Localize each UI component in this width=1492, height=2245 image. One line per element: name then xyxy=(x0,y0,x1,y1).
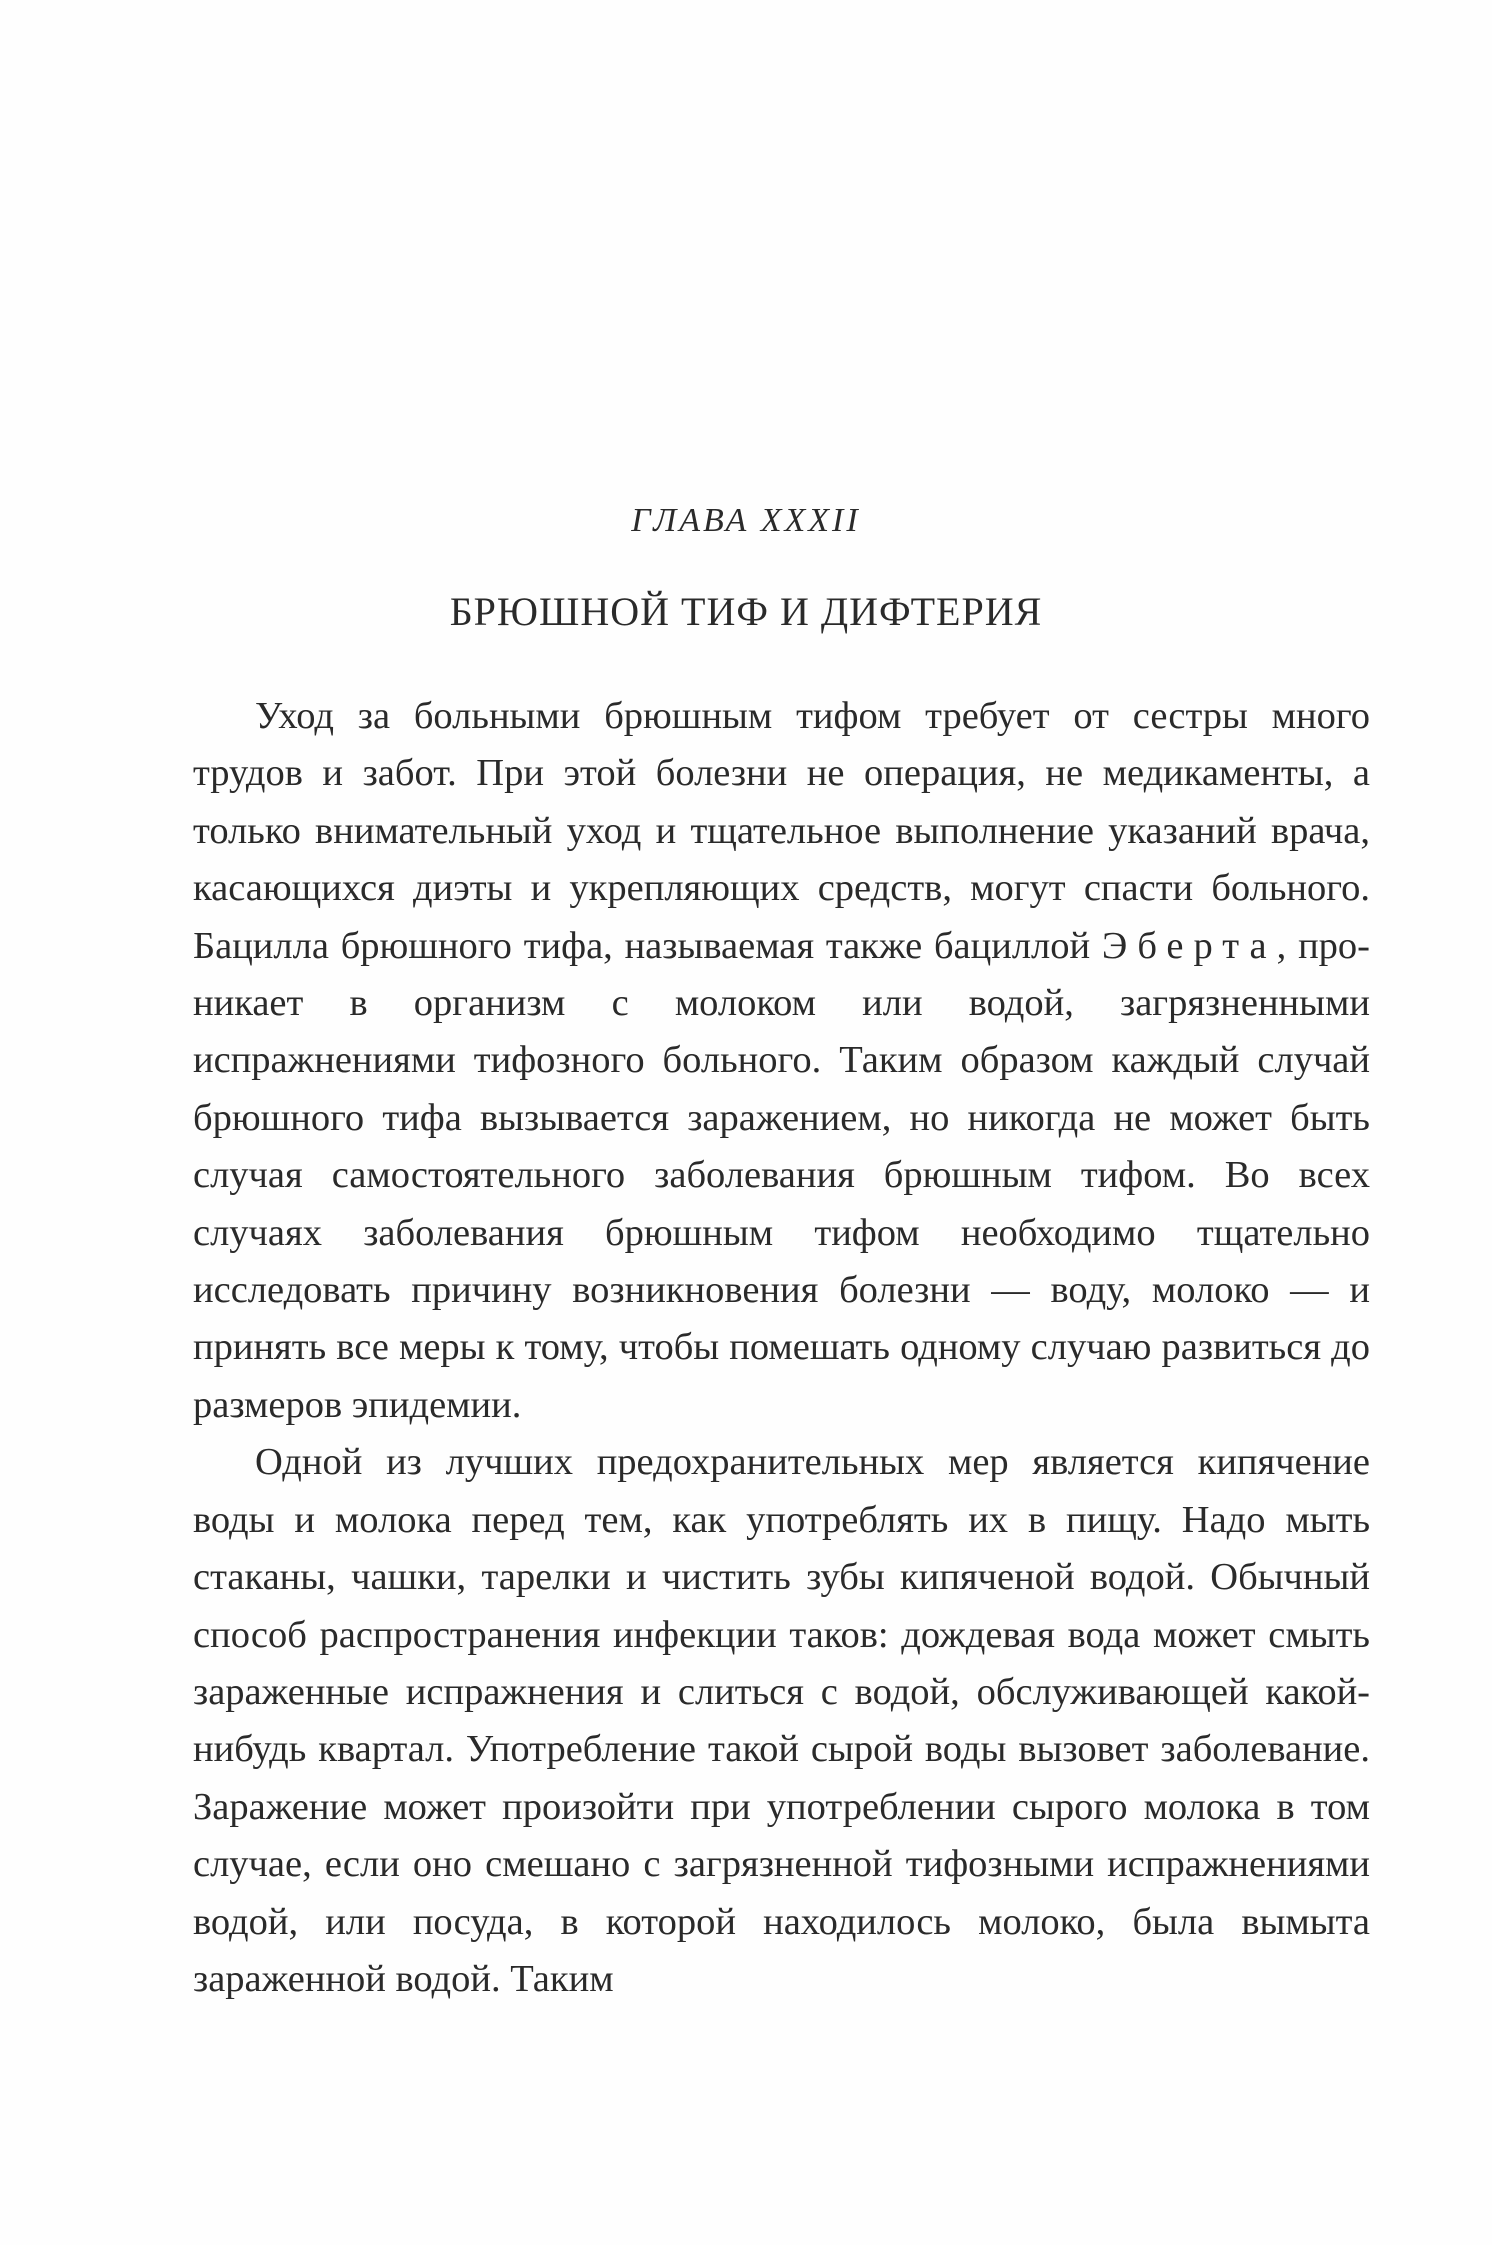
spaced-name-eberta: Эберта xyxy=(1101,924,1277,967)
paragraph-2: Одной из лучших предохранительных мер является кипячение воды и молока перед тем, как употреблять их в пищу. Надо мыть стаканы, чашки, тарелки и чистить зубы кипяченой водой. Обычный способ распространения инфекции таков: дождевая вода может смыть зараженные испражнения и слиться с водой, обслуживающей какой-нибудь квартал. Употребление такой сырой воды вызовет заболевание. Заражение может произойти при употреблении сырого молока в том случае, если оно смешано с загрязненной тифозными испражнениями водой, или посуда, в которой находилось молоко, была вымыта зараженной водой. Таким xyxy=(193,1441,1370,2000)
body-text xyxy=(193,688,1370,2008)
paragraph-1-text-end: , проникает в организм с молоком или водой, загрязненными испражнениями тифозного больного. Таким образом каждый случай брюшного тифа вызывается заражением, но никогда не может быть случая самостоятельного заболевания брюшным тифом. Во всех случаях заболевания брюшным тифом необходимо тщательно исследовать причину возникновения болезни — воду, молоко — и принять все меры к тому, чтобы помешать одному случаю развиться до размеров эпидемии. xyxy=(193,924,1370,1426)
chapter-title: БРЮШНОЙ ТИФ И ДИФТЕРИЯ xyxy=(449,589,1043,634)
paragraph-1 xyxy=(193,688,1370,1434)
chapter-label: ГЛАВА XXXII xyxy=(631,502,861,539)
paragraph-1-text-start: Уход за больными брюшным тифом требует от сестры много трудов и забот. При этой болезни не операция, не медикаменты, а только внимательный уход и тщательное выполнение указаний врача, касающихся диэты и укрепляющих средств, могут спасти больного. Бацилла брюшного тифа, называемая также бациллой xyxy=(193,695,1370,967)
